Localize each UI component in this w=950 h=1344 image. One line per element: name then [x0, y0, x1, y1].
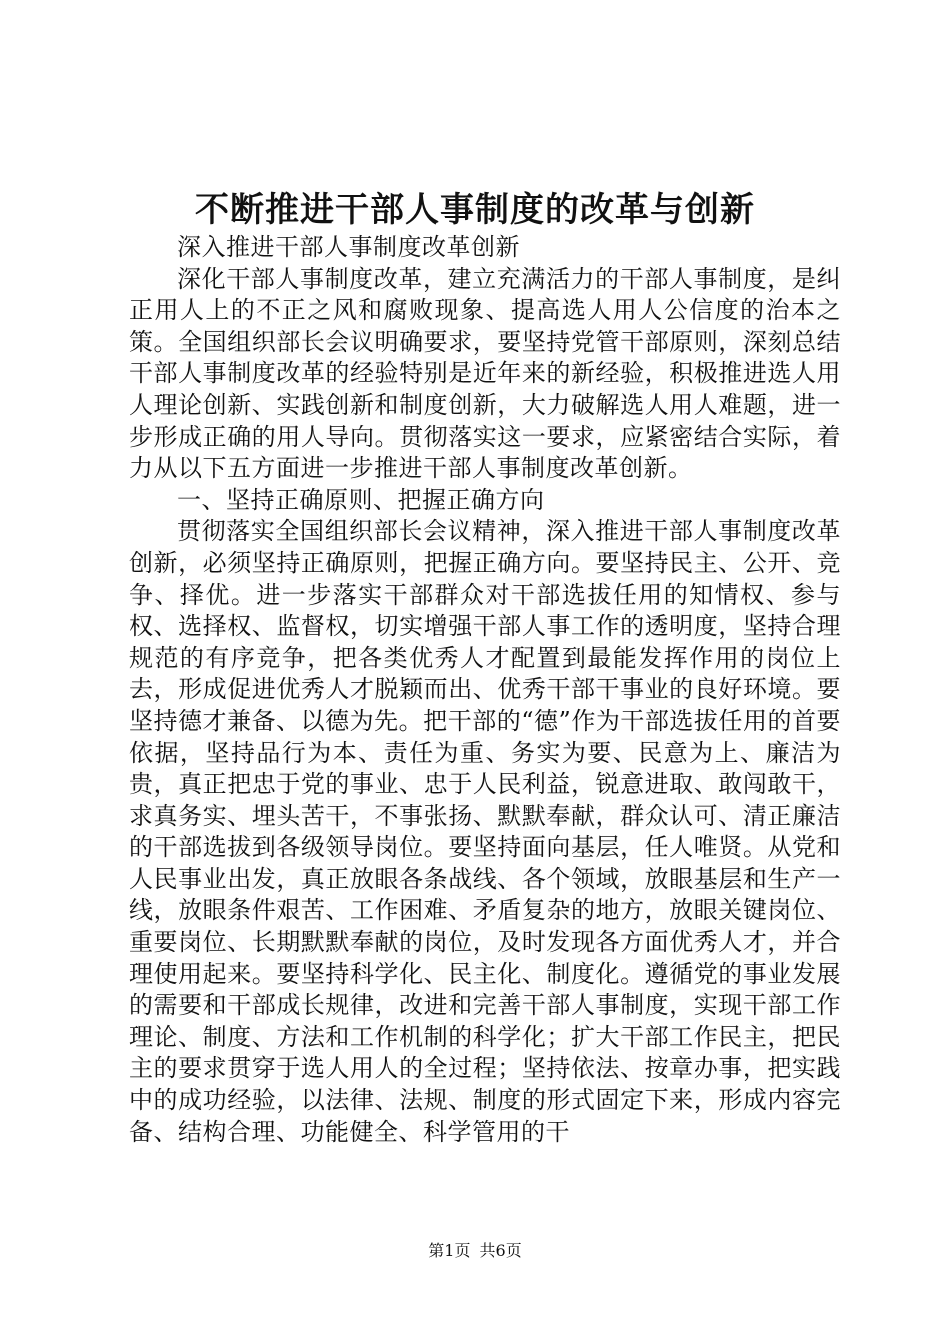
document-body: [129, 232, 841, 1148]
subtitle-paragraph: 深入推进干部人事制度改革创新: [177, 233, 520, 261]
page-total: 共6页: [479, 1241, 522, 1260]
intro-paragraph: 深化干部人事制度改革，建立充满活力的干部人事制度，是纠正用人上的不正之风和腐败现象、提高选人用人公信度的治本之策。全国组织部长会议明确要求，要坚持党管干部原则，深刻总结干部人事制度改革的经验特别是近年来的新经验，积极推进选人用人理论创新、实践创新和制度创新，大力破解选人用人难题，进一步形成正确的用人导向。贯彻落实这一要求，应紧密结合实际，着力从以下五方面进一步推进干部人事制度改革创新。: [129, 264, 841, 483]
page-number: 第1页: [428, 1241, 471, 1260]
section-paragraph: 贯彻落实全国组织部长会议精神，深入推进干部人事制度改革创新，必须坚持正确原则，把握正确方向。要坚持民主、公开、竞争、择优。进一步落实干部群众对干部选拔任用的知情权、参与权、选择权、监督权，切实增强干部人事工作的透明度，坚持合理规范的有序竞争，把各类优秀人才配置到最能发挥作用的岗位上去，形成促进优秀人才脱颖而出、优秀干部干事业的良好环境。要坚持德才兼备、以德为先。把干部的“德”作为干部选拔任用的首要依据，坚持品行为本、责任为重、务实为要、民意为上、廉洁为贵，真正把忠于党的事业、忠于人民利益，锐意进取、敢闯敢干，求真务实、埋头苦干，不事张扬、默默奉献，群众认可、清正廉洁的干部选拔到各级领导岗位。要坚持面向基层，任人唯贤。从党和人民事业出发，真正放眼各条战线、各个领域，放眼基层和生产一线，放眼条件艰苦、工作困难、矛盾复杂的地方，放眼关键岗位、重要岗位、长期默默奉献的岗位，及时发现各方面优秀人才，并合理使用起来。要坚持科学化、民主化、制度化。遵循党的事业发展的需要和干部成长规律，改进和完善干部人事制度，实现干部工作理论、制度、方法和工作机制的科学化；扩大干部工作民主，把民主的要求贯穿于选人用人的全过程；坚持依法、按章办事，把实践中的成功经验，以法律、法规、制度的形式固定下来，形成内容完备、结构合理、功能健全、科学管用的干: [129, 517, 841, 1146]
document-title: 不断推进干部人事制度的改革与创新: [195, 190, 755, 230]
page-footer: [0, 1240, 950, 1262]
section-heading: 一、坚持正确原则、把握正确方向: [177, 485, 545, 514]
